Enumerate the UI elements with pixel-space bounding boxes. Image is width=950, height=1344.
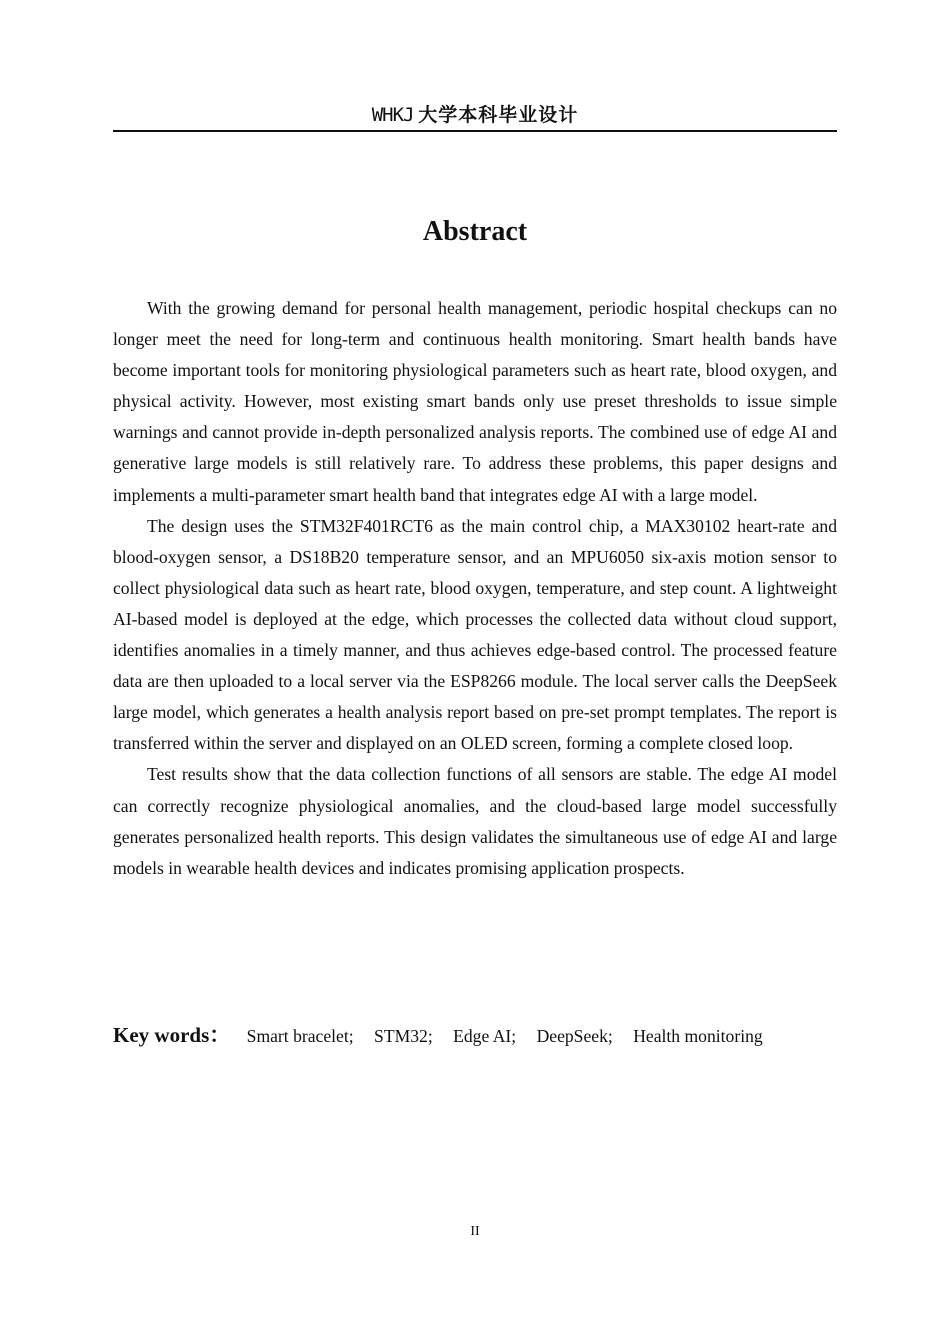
keyword-item: Smart bracelet;: [246, 1026, 354, 1046]
abstract-paragraph-1: With the growing demand for personal health management, periodic hospital checkups can no longer meet the need for long-term and continuous health monitoring. Smart health bands have become important tools for monitoring physiological parameters such as heart rate, blood oxygen, and physical activity. However, most existing smart bands only use preset thresholds to issue simple warnings and cannot provide in-depth personalized analysis reports. The combined use of edge AI and generative large models is still relatively rare. To address these problems, this paper designs and implements a multi-parameter smart health band that integrates edge AI with a large model.: [113, 298, 837, 505]
abstract-paragraph-3: Test results show that the data collection functions of all sensors are stable. The edge AI model can correctly recognize physiological anomalies, and the cloud-based large model successfully generates personalized health reports. This design validates the simultaneous use of edge AI and large models in wearable health devices and indicates promising application prospects.: [113, 764, 837, 878]
abstract-body: [113, 293, 837, 884]
page-number: II: [470, 1224, 480, 1239]
keyword-item: STM32;: [374, 1026, 433, 1046]
keyword-item: Health monitoring: [633, 1026, 763, 1046]
keywords-label: Key words：: [113, 1023, 231, 1047]
running-header: [113, 102, 837, 132]
header-cjk: 大学本科毕业设计: [418, 104, 579, 126]
keywords-line: [113, 1020, 837, 1051]
abstract-title: Abstract: [422, 216, 528, 247]
header-latin: WHKJ: [371, 104, 414, 126]
keyword-item: DeepSeek;: [536, 1026, 613, 1046]
keyword-item: Edge AI;: [453, 1026, 517, 1046]
abstract-paragraph-2: The design uses the STM32F401RCT6 as the main control chip, a MAX30102 heart-rate and blood-oxygen sensor, a DS18B20 temperature sensor, and an MPU6050 six-axis motion sensor to collect physiological data such as heart rate, blood oxygen, temperature, and step count. A lightweight AI-based model is deployed at the edge, which processes the collected data without cloud support, identifies anomalies in a timely manner, and thus achieves edge-based control. The processed feature data are then uploaded to a local server via the ESP8266 module. The local server calls the DeepSeek large model, which generates a health analysis report based on pre-set prompt templates. The report is transferred within the server and displayed on an OLED screen, forming a complete closed loop.: [113, 515, 837, 754]
